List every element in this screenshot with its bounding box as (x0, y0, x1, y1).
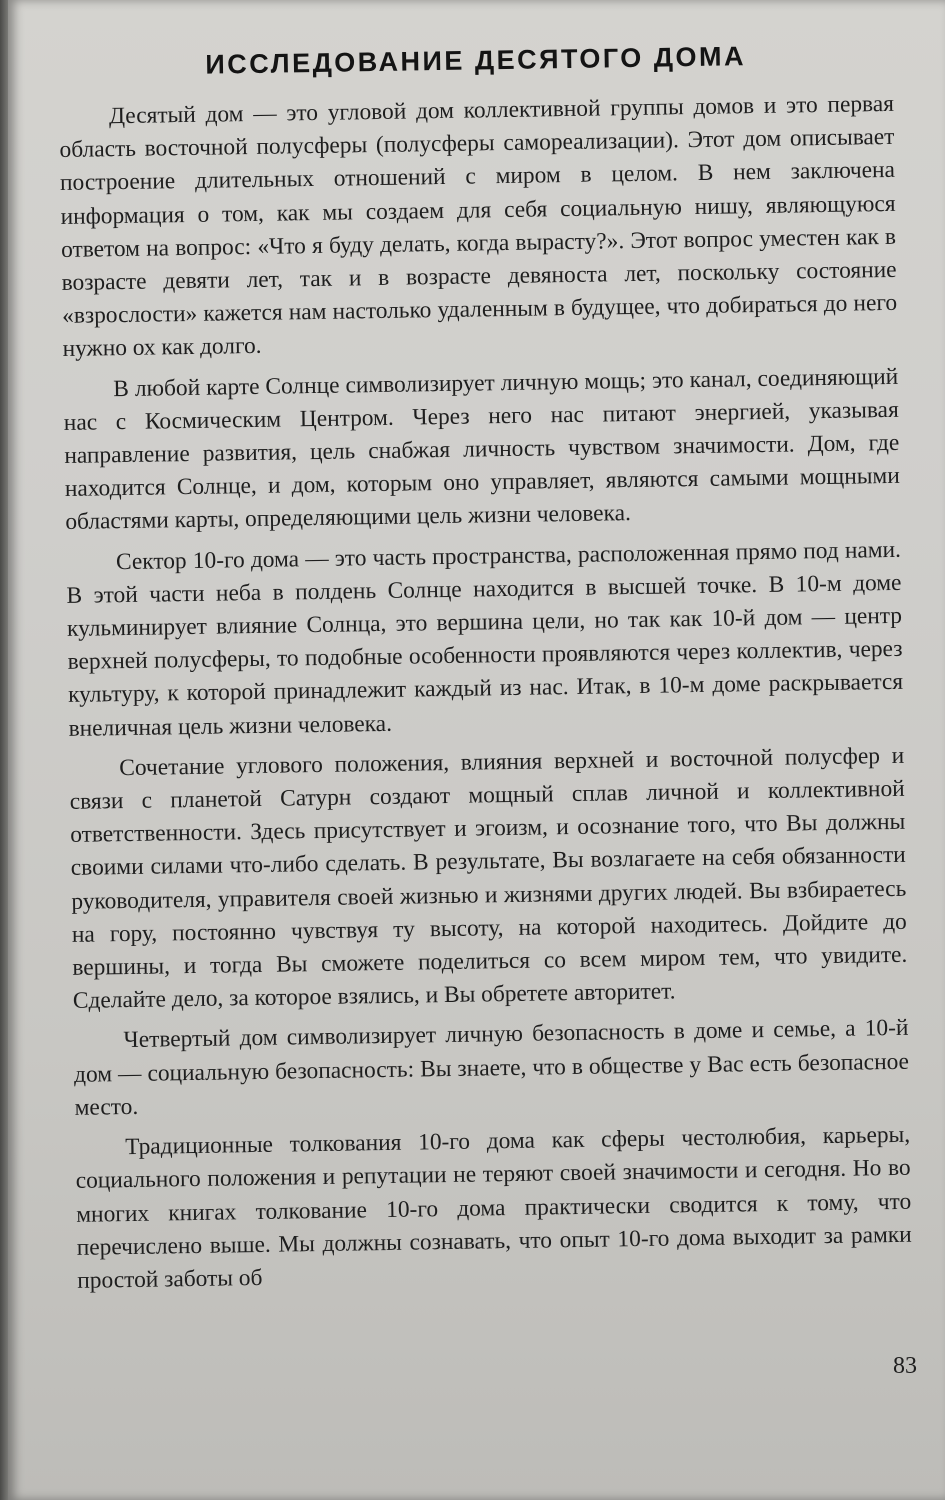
paragraph-4: Сочетание углового положения, влияния верхней и восточной полусфер и связи с планетой Сатурн создают мощный сплав личной и коллективной ответственности. Здесь присутствует и эгоизм, и осознание того, что Вы должны своими силами что-либо сделать. В результате, Вы возлагаете на себя обязанности руководителя, управителя своей жизнью и жизнями других людей. Вы взбираетесь на гору, постоянно чувствуя ту высоту, на которой находитесь. Дойдите до вершины, и тогда Вы сможете поделиться со всем миром тем, что увидите. Сделайте дело, за которое взялись, и Вы обретете авторитет. (69, 742, 908, 1015)
paragraph-1: Десятый дом — это угловой дом коллективной группы домов и это первая область восточной полусферы (полусферы самореализации). Этот дом описывает построение длительных отношений с миром в целом. В нем заключена информация о том, как мы создаем для себя социальную нишу, являющуюся ответом на вопрос: «Что я буду делать, когда вырасту?». Этот вопрос уместен как в возрасте девяти лет, так и в возрасте девяноста лет, поскольку состояние «взрослости» кажется нам настолько удаленным в будущее, что добираться до него нужно ох как долго. (59, 90, 898, 363)
book-page (8, 0, 945, 1500)
paragraph-2: В любой карте Солнце символизирует личную мощь; это канал, соединяющий нас с Космическим Центром. Через него нас питают энергией, указывая направление развития, цель снабжая личность чувством значимости. Дом, где находится Солнце, и дом, которым оно управляет, являются самыми мощными областями карты, определяющими цель жизни человека. (63, 363, 900, 536)
paragraph-3: Сектор 10-го дома — это часть пространства, расположенная прямо под нами. В этой части неба в полдень Солнце находится в высшей точке. В 10-м доме кульминирует влияние Солнца, это вершина цели, но так как 10-й дом — центр верхней полусферы, то подобные особенности проявляются через коллектив, через культуру, к которой принадлежит каждый из нас. Итак, в 10-м доме раскрывается внеличная цель жизни человека. (66, 536, 904, 742)
chapter-title: ИССЛЕДОВАНИЕ ДЕСЯТОГО ДОМА (205, 41, 747, 80)
page-content (58, 39, 913, 1305)
page-number: 83 (893, 1353, 917, 1379)
paragraph-5: Четвертый дом символизирует личную безопасность в доме и семье, а 10-й дом — социальную безопасность: Вы знаете, что в обществе у Вас есть безопасное место. (73, 1015, 910, 1121)
paragraph-6: Традиционные толкования 10-го дома как сферы честолюбия, карьеры, социального положения и репутации не теряют своей значимости и сегодня. Но во многих книгах толкование 10-го дома практически сводится к тому, что перечислено выше. Мы должны сознавать, что опыт 10-го дома выходит за рамки простой заботы об (75, 1121, 912, 1294)
